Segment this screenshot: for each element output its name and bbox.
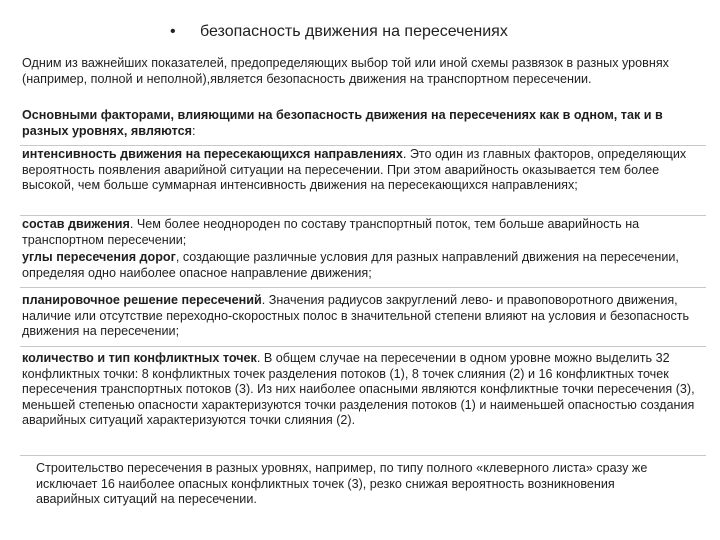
factor-layout-term: планировочное решение пересечений xyxy=(22,293,262,307)
factor-angles xyxy=(22,250,704,281)
title-text: безопасность движения на пересечениях xyxy=(200,23,508,40)
factor-layout xyxy=(22,293,704,340)
slide-title xyxy=(170,22,508,42)
divider xyxy=(20,455,706,456)
conclusion-paragraph: Строительство пересечения в разных уровнях, например, по типу полного «клеверного листа» сразу же исключает 16 наиболее опасных конфликтных точек (3), резко снижая вероятность возникновения аварийных ситуаций на пересечении. xyxy=(36,461,648,506)
factor-intensity-term: интенсивность движения на пересекающихся направлениях xyxy=(22,147,403,161)
divider xyxy=(20,215,706,216)
factor-angles-text: , создающие различные условия для разных направлений движения на пересечении, определяя одно наиболее опасное направление движения; xyxy=(22,250,679,280)
factor-conflict-points xyxy=(22,351,704,429)
intro-paragraph: Одним из важнейших показателей, предопределяющих выбор той или иной схемы развязок в разных уровнях (например, полной и неполной),является безопасность движения на транспортном пересечении. xyxy=(22,56,669,86)
factor-composition-text: . Чем более неоднороден по составу транспортный поток, тем больше аварийность на транспортном пересечении; xyxy=(22,217,640,247)
factors-heading xyxy=(22,108,704,139)
factors-heading-bold: Основными факторами, влияющими на безопасность движения на пересечениях как в одном, так и в разных уровнях, являются xyxy=(22,108,663,138)
factor-angles-term: углы пересечения дорог xyxy=(22,250,176,264)
factor-composition xyxy=(22,217,704,248)
factor-composition-term: состав движения xyxy=(22,217,130,231)
factor-conflict-points-term: количество и тип конфликтных точек xyxy=(22,351,257,365)
title-bullet: • xyxy=(170,23,176,40)
factor-intensity xyxy=(22,147,704,194)
factor-intensity-text: . Это один из главных факторов, определяющих вероятность появления аварийной ситуации на пересечении. При этом аварийность оказывается тем более высокой, чем больше суммарная интенсивность движения на пересекающихся направлениях; xyxy=(22,147,687,192)
divider xyxy=(20,346,706,347)
factor-layout-text: . Значения радиусов закруглений лево- и правоповоротного движения, наличие или отсутствие переходно-скоростных полос в значительной степени влияют на условия и безопасность движения на пересечении; xyxy=(22,293,690,338)
divider xyxy=(20,287,706,288)
divider xyxy=(20,145,706,146)
factors-heading-tail: : xyxy=(191,123,196,138)
factor-conflict-points-text: . В общем случае на пересечении в одном уровне можно выделить 32 конфликтных точки: 8 конфликтных точек разделения потоков (1), 8 точек слияния (2) и 16 конфликтных точек пересечения транспортных потоков (3). Из них наиболее опасными являются конфликтные точки пересечения (3), меньшей степенью опасности характеризуются точки разделения потоков (1) и наименьшей опасностью создания аварийных ситуаций характеризуются точки слияния (2). xyxy=(22,351,695,427)
